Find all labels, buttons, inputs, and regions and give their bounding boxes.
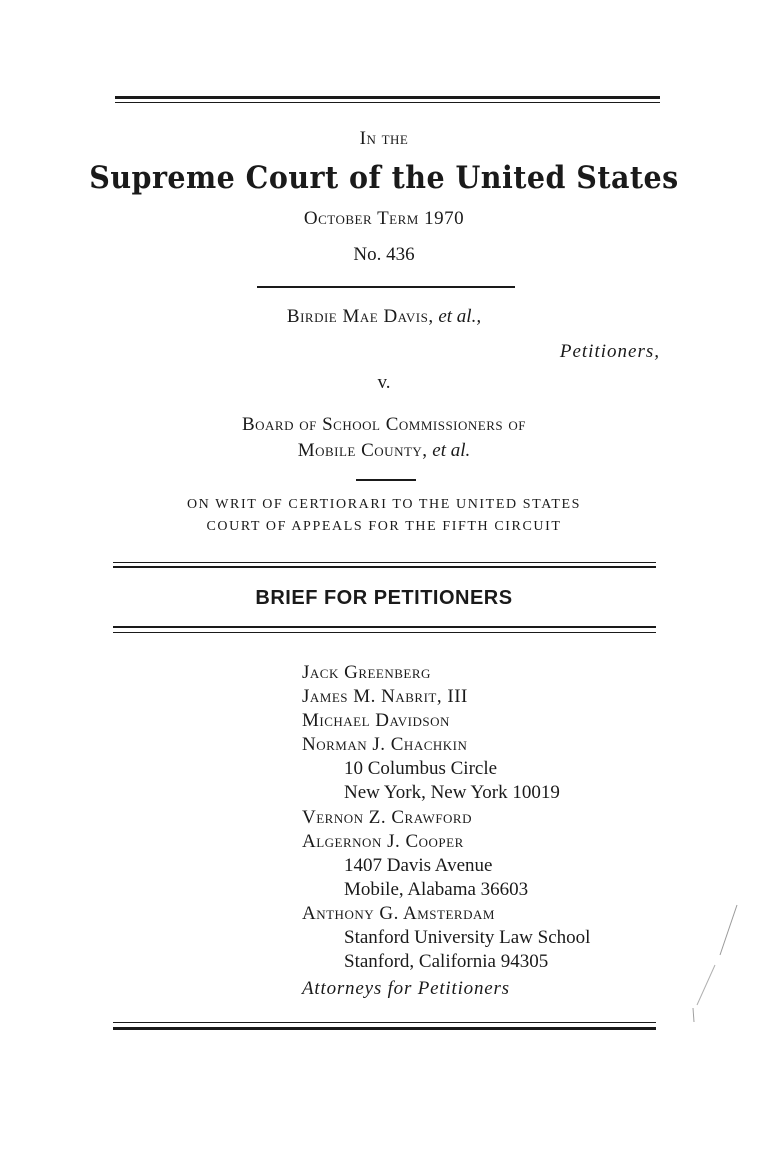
- bottom-rule-thin: [113, 1022, 656, 1023]
- attorney-group-1: [302, 661, 560, 805]
- top-rule-thick: [115, 96, 660, 99]
- case-number: No. 436: [353, 244, 415, 265]
- attorney-name: Anthony G. Amsterdam: [302, 903, 495, 924]
- respondent-county: Mobile County,: [297, 440, 428, 461]
- respondent-line2: [0, 440, 768, 462]
- brief-rule-top-thick: [113, 566, 656, 568]
- respondent-etal: et al.: [432, 440, 471, 461]
- top-rule-thin: [115, 102, 660, 103]
- term-label: October Term 1970: [303, 208, 465, 229]
- attorneys-footer: Attorneys for Petitioners: [302, 978, 510, 999]
- brief-rule-bottom-thin: [113, 632, 656, 633]
- petitioner-role: Petitioners,: [559, 341, 660, 362]
- attorney-group-2: [302, 806, 528, 902]
- divider-rule-1: [257, 286, 515, 288]
- respondent-line1: Board of School Commissioners of: [241, 414, 526, 435]
- attorney-address: Stanford, California 94305: [344, 951, 549, 972]
- attorney-name: Vernon Z. Crawford: [302, 807, 472, 828]
- petitioner-etal: et al.,: [438, 306, 482, 327]
- attorney-name: Michael Davidson: [302, 710, 450, 731]
- attorney-name: Algernon J. Cooper: [302, 831, 464, 852]
- court-title-wrap: [0, 160, 768, 196]
- pencil-mark: [685, 900, 745, 1030]
- attorney-address: Stanford University Law School: [344, 927, 591, 948]
- versus-label: v.: [377, 372, 391, 393]
- attorney-address: Mobile, Alabama 36603: [344, 879, 529, 900]
- divider-rule-2: [356, 479, 416, 481]
- petitioner-name: Birdie Mae Davis,: [286, 306, 434, 327]
- attorney-name: James M. Nabrit, III: [302, 686, 468, 707]
- attorney-group-3: [302, 902, 590, 974]
- writ-line2: COURT OF APPEALS FOR THE FIFTH CIRCUIT: [206, 519, 562, 534]
- petitioner-line: [0, 306, 768, 328]
- bottom-rule-thick: [113, 1027, 656, 1030]
- brief-rule-top-thin: [113, 562, 656, 563]
- attorney-address: New York, New York 10019: [344, 782, 560, 803]
- brief-rule-bottom-thick: [113, 626, 656, 628]
- attorney-address: 1407 Davis Avenue: [344, 855, 493, 876]
- attorney-name: Norman J. Chachkin: [302, 734, 468, 755]
- attorney-name: Jack Greenberg: [302, 662, 431, 683]
- court-title: Supreme Court of the United States: [89, 160, 679, 196]
- attorney-address: 10 Columbus Circle: [344, 758, 498, 779]
- brief-title: BRIEF FOR PETITIONERS: [255, 587, 513, 609]
- in-the-label: In the: [359, 128, 409, 149]
- writ-line1: ON WRIT OF CERTIORARI TO THE UNITED STATES: [186, 497, 582, 512]
